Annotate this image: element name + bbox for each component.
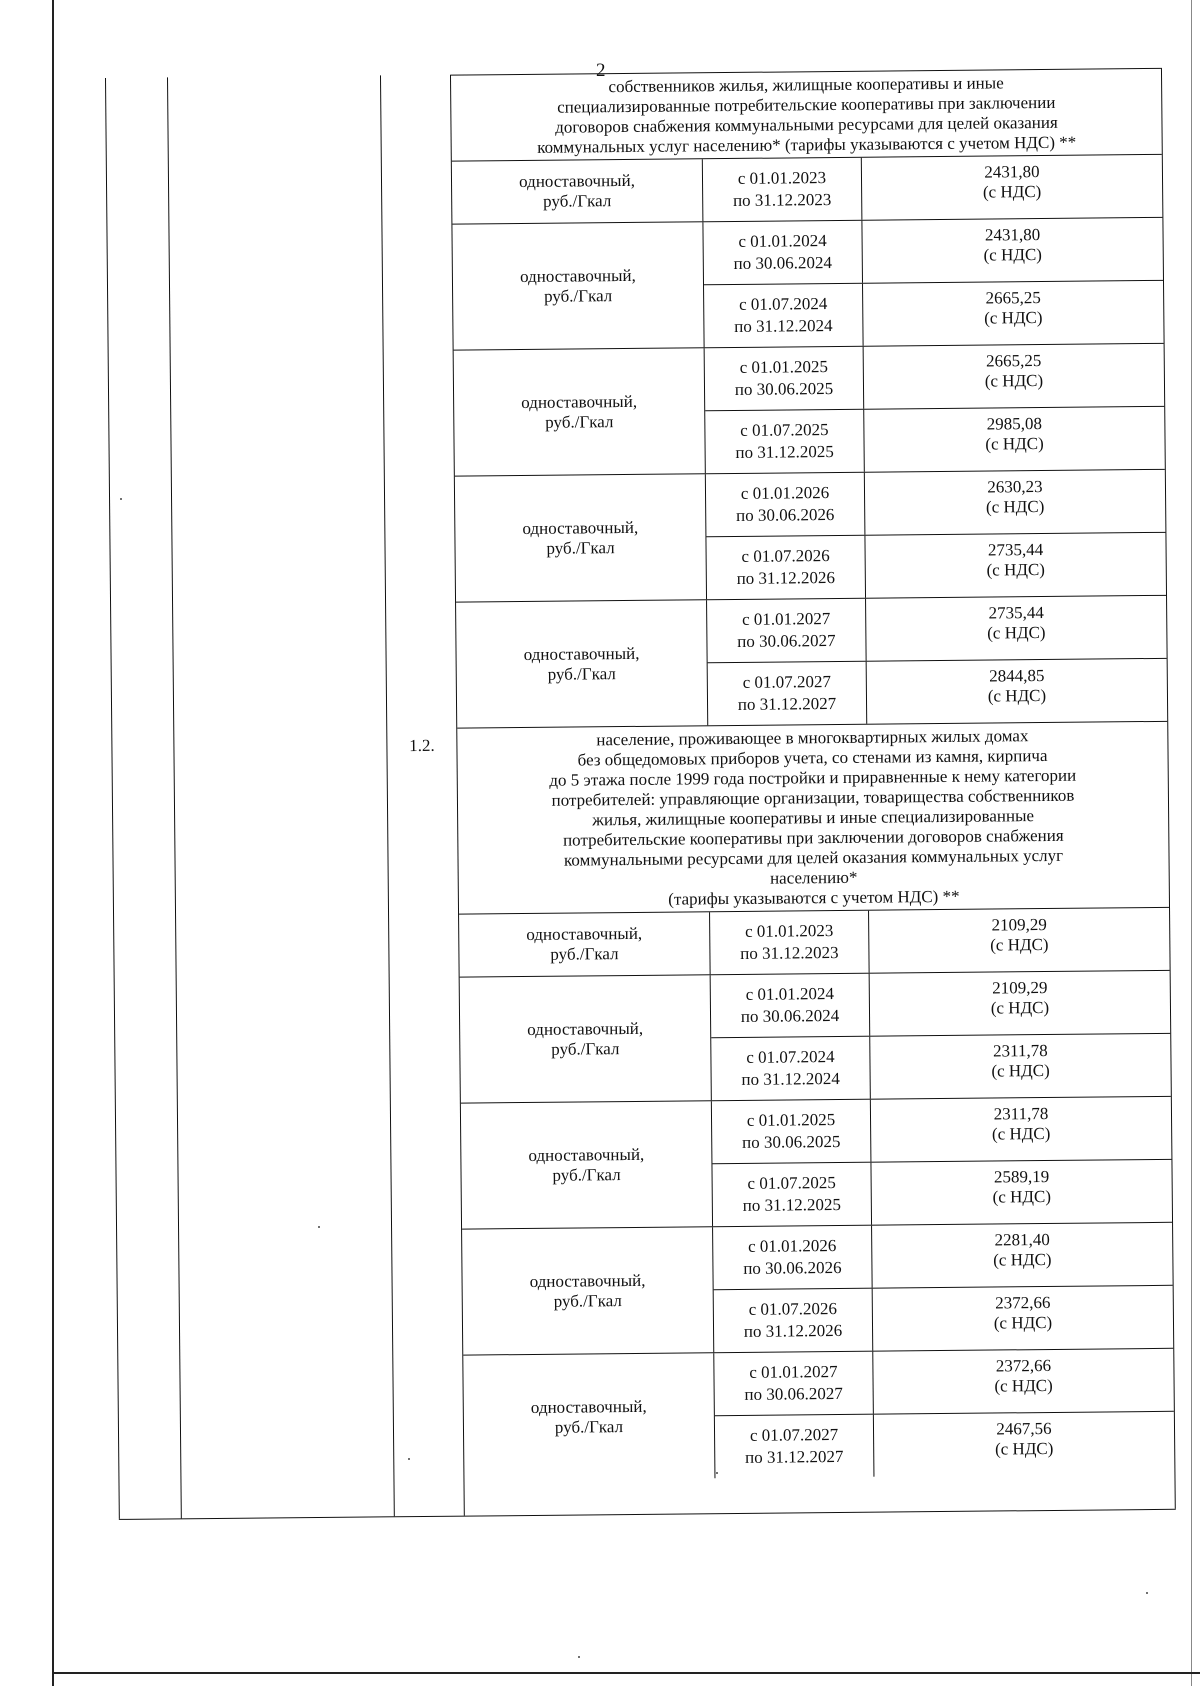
category-header-line: потребителей: управляющие организации, товарищества собственников bbox=[551, 785, 1075, 810]
tariff-value-cell bbox=[865, 470, 1166, 535]
vat-note: (с НДС) bbox=[983, 245, 1043, 265]
period-dates-cell bbox=[703, 158, 863, 222]
vat-note: (с НДС) bbox=[993, 1312, 1053, 1333]
tariff-periods bbox=[712, 1097, 1172, 1226]
page-number: 2 bbox=[596, 60, 606, 81]
period-row bbox=[706, 533, 1166, 599]
period-dates-cell bbox=[710, 911, 870, 975]
period-from: с 01.07.2026 bbox=[741, 546, 830, 566]
category-header-line: коммунальных услуг населению* (тарифы указываются с учетом НДС) ** bbox=[537, 132, 1077, 157]
vat-note: (с НДС) bbox=[982, 182, 1042, 202]
category-header-line: население, проживающее в многоквартирных жилых домах bbox=[596, 726, 1029, 750]
tariff-type-cell bbox=[461, 1101, 713, 1228]
tariff-value: 2985,08 bbox=[986, 414, 1043, 434]
tariff-row bbox=[462, 1223, 1173, 1356]
tariff-unit-line: руб./Гкал bbox=[543, 285, 613, 306]
vat-note: (с НДС) bbox=[990, 997, 1050, 1018]
page-edge-left bbox=[52, 0, 54, 1686]
tariff-row bbox=[452, 155, 1163, 225]
tariff-value-cell bbox=[862, 155, 1163, 220]
tariff-type-cell bbox=[456, 600, 708, 727]
tariff-value: 2311,78 bbox=[993, 1103, 1049, 1124]
tariff-type-cell bbox=[460, 975, 712, 1102]
scan-speck bbox=[318, 1226, 320, 1228]
tariff-type-line: одноставочный, bbox=[527, 1018, 644, 1039]
tariff-value-cell bbox=[865, 533, 1166, 598]
tariff-value-cell bbox=[866, 596, 1167, 661]
period-dates-cell bbox=[704, 284, 864, 348]
period-to: по 30.06.2024 bbox=[740, 1005, 840, 1026]
period-dates-cell bbox=[706, 536, 866, 600]
scan-speck bbox=[408, 1458, 410, 1460]
tariff-periods bbox=[703, 155, 1163, 221]
tariff-value: 2109,29 bbox=[991, 914, 1047, 935]
tariff-section bbox=[451, 68, 1167, 728]
period-dates-cell bbox=[705, 410, 865, 474]
vat-note: (с НДС) bbox=[993, 1249, 1052, 1270]
tariff-section bbox=[457, 721, 1174, 1481]
category-header-line: договоров снабжения коммунальными ресурсами для целей оказания bbox=[555, 112, 1058, 137]
tariff-value: 2109,29 bbox=[992, 977, 1048, 998]
period-row bbox=[703, 155, 1163, 221]
tariff-row bbox=[452, 218, 1163, 351]
period-to: по 31.12.2024 bbox=[741, 1068, 840, 1089]
period-from: с 01.07.2024 bbox=[746, 1047, 835, 1067]
tariff-value: 2372,66 bbox=[995, 1292, 1051, 1313]
tariff-periods bbox=[711, 971, 1171, 1100]
category-header-line: до 5 этажа после 1999 года постройки и приравненные к нему категории bbox=[549, 765, 1077, 790]
tariff-value-cell bbox=[862, 218, 1163, 283]
period-row bbox=[714, 1286, 1174, 1352]
period-to: по 31.12.2026 bbox=[743, 1320, 843, 1341]
period-dates-cell bbox=[707, 599, 867, 663]
tariff-type-line: одноставочный, bbox=[519, 170, 635, 192]
period-dates-cell bbox=[708, 662, 868, 726]
tariff-value: 2372,66 bbox=[995, 1355, 1052, 1376]
period-from: с 01.07.2024 bbox=[738, 294, 828, 314]
vat-note: (с НДС) bbox=[987, 622, 1046, 643]
table-column-empty-b bbox=[167, 75, 394, 1518]
period-row bbox=[708, 659, 1168, 725]
period-row bbox=[713, 1223, 1173, 1290]
tariff-value: 2735,44 bbox=[987, 540, 1044, 560]
period-dates-cell bbox=[711, 974, 871, 1038]
tariff-value: 2735,44 bbox=[988, 603, 1044, 623]
period-from: с 01.01.2027 bbox=[741, 609, 831, 629]
period-from: с 01.01.2026 bbox=[747, 1236, 837, 1256]
tariff-value-cell bbox=[864, 344, 1165, 409]
period-to: по 31.12.2027 bbox=[737, 694, 837, 714]
tariff-value-cell bbox=[870, 1034, 1171, 1099]
period-dates-cell bbox=[713, 1226, 873, 1290]
tariff-type-line: одноставочный, bbox=[529, 1270, 646, 1291]
period-to: по 31.12.2025 bbox=[742, 1194, 842, 1215]
tariff-type-line: одноставочный, bbox=[528, 1144, 645, 1165]
category-header-line: (тарифы указываются с учетом НДС) ** bbox=[668, 886, 960, 909]
tariff-type-cell bbox=[452, 222, 704, 349]
category-header-line: жилья, жилищные кооперативы и иные специализированные bbox=[592, 806, 1035, 830]
period-to: по 30.06.2025 bbox=[734, 379, 834, 399]
tariff-type-line: одноставочный, bbox=[521, 391, 638, 412]
period-row bbox=[711, 971, 1171, 1038]
tariff-type-line: одноставочный, bbox=[523, 643, 640, 664]
tariff-unit-line: руб./Гкал bbox=[552, 1164, 621, 1185]
period-to: по 30.06.2027 bbox=[737, 631, 836, 651]
period-dates-cell bbox=[711, 1037, 871, 1101]
tariff-value: 2630,23 bbox=[987, 477, 1043, 497]
period-dates-cell bbox=[714, 1289, 874, 1353]
category-header bbox=[457, 721, 1169, 915]
vat-note: (с НДС) bbox=[991, 1060, 1050, 1081]
tariff-unit-line: руб./Гкал bbox=[551, 1038, 620, 1059]
period-from: с 01.01.2023 bbox=[737, 168, 827, 188]
vat-note: (с НДС) bbox=[991, 1123, 1051, 1144]
scan-speck bbox=[716, 1472, 718, 1474]
period-from: с 01.01.2024 bbox=[738, 231, 827, 251]
period-row bbox=[705, 344, 1165, 411]
period-row bbox=[711, 1034, 1171, 1100]
tariff-value-cell bbox=[871, 1097, 1172, 1162]
vat-note: (с НДС) bbox=[984, 371, 1044, 391]
category-header-line: населению* bbox=[769, 867, 858, 888]
tariff-unit-line: руб./Гкал bbox=[545, 411, 614, 432]
tariff-value: 2844,85 bbox=[989, 666, 1045, 686]
category-header-line: без общедомовых приборов учета, со стенами из камня, кирпича bbox=[577, 745, 1048, 770]
vat-note: (с НДС) bbox=[986, 560, 1046, 580]
tariff-content-column bbox=[450, 68, 1176, 1516]
period-from: с 01.07.2025 bbox=[747, 1173, 836, 1193]
category-header-line: коммунальными ресурсами для целей оказания коммунальных услуг bbox=[563, 845, 1064, 870]
period-dates-cell bbox=[706, 473, 866, 537]
period-to: по 30.06.2027 bbox=[744, 1383, 843, 1404]
tariff-type-cell bbox=[459, 912, 711, 976]
period-row bbox=[703, 218, 1163, 285]
period-from: с 01.07.2027 bbox=[749, 1425, 839, 1445]
tariff-unit-line: руб./Гкал bbox=[554, 1416, 624, 1437]
tariff-row bbox=[461, 1097, 1172, 1230]
category-header-line: потребительские кооперативы при заключении договоров снабжения bbox=[562, 825, 1064, 850]
tariff-periods bbox=[713, 1223, 1173, 1352]
tariff-type-line: одноставочный, bbox=[519, 265, 636, 286]
tariff-periods bbox=[706, 470, 1166, 599]
period-from: с 01.07.2026 bbox=[748, 1299, 838, 1319]
tariff-type-cell bbox=[455, 474, 707, 601]
scan-speck bbox=[120, 498, 122, 500]
tariff-type-line: одноставочный, bbox=[526, 923, 643, 944]
tariff-type-line: одноставочный, bbox=[522, 517, 639, 538]
period-to: по 31.12.2023 bbox=[740, 942, 839, 963]
period-dates-cell bbox=[712, 1100, 872, 1164]
tariff-value-cell bbox=[873, 1349, 1174, 1414]
tariff-value: 2431,80 bbox=[984, 225, 1041, 245]
period-row bbox=[710, 908, 1170, 974]
period-to: по 30.06.2026 bbox=[735, 505, 835, 525]
tariff-value: 2665,25 bbox=[986, 351, 1042, 371]
period-dates-cell bbox=[714, 1352, 874, 1416]
scan-speck bbox=[1146, 1592, 1148, 1594]
tariff-value-cell bbox=[872, 1223, 1173, 1288]
period-row bbox=[715, 1412, 1175, 1478]
tariff-unit-line: руб./Гкал bbox=[550, 944, 619, 964]
vat-note: (с НДС) bbox=[992, 1186, 1052, 1207]
period-to: по 30.06.2025 bbox=[741, 1131, 841, 1152]
vat-note: (с НДС) bbox=[984, 308, 1043, 328]
period-to: по 31.12.2024 bbox=[734, 316, 833, 336]
period-to: по 31.12.2023 bbox=[732, 190, 832, 210]
period-from: с 01.01.2023 bbox=[744, 921, 834, 941]
tariff-value-cell bbox=[871, 1160, 1172, 1225]
scan-speck bbox=[578, 1656, 580, 1658]
tariff-periods bbox=[705, 344, 1165, 473]
tariff-type-line: одноставочный, bbox=[530, 1396, 647, 1417]
tariff-type-cell bbox=[454, 348, 706, 475]
tariff-periods bbox=[703, 218, 1163, 347]
row-number-spacer bbox=[381, 75, 456, 734]
tariff-type-cell bbox=[462, 1227, 714, 1354]
tariff-value: 2467,56 bbox=[996, 1418, 1052, 1439]
tariff-periods bbox=[710, 908, 1170, 974]
vat-note: (с НДС) bbox=[990, 934, 1049, 955]
period-row bbox=[712, 1160, 1172, 1226]
tariff-value: 2311,78 bbox=[992, 1040, 1048, 1061]
category-header-line: специализированные потребительские кооперативы при заключении bbox=[557, 92, 1056, 117]
period-row bbox=[714, 1349, 1174, 1416]
vat-note: (с НДС) bbox=[994, 1375, 1053, 1396]
period-to: по 31.12.2027 bbox=[744, 1446, 844, 1467]
period-dates-cell bbox=[712, 1163, 872, 1227]
page-edge-right bbox=[1191, 0, 1192, 1686]
period-dates-cell bbox=[715, 1415, 875, 1479]
tariff-value: 2589,19 bbox=[993, 1166, 1050, 1187]
period-from: с 01.01.2025 bbox=[739, 357, 829, 377]
row-number: 1.2. bbox=[409, 735, 435, 756]
tariff-value-cell bbox=[873, 1286, 1174, 1351]
tariff-unit-line: руб./Гкал bbox=[546, 537, 615, 558]
period-to: по 30.06.2026 bbox=[743, 1257, 842, 1278]
tariff-row bbox=[455, 470, 1166, 603]
tariff-type-cell bbox=[452, 159, 704, 223]
category-header-line: собственников жилья, жилищные кооперативы и иные bbox=[608, 73, 1004, 97]
period-to: по 30.06.2024 bbox=[733, 253, 833, 273]
period-to: по 31.12.2025 bbox=[735, 442, 834, 462]
period-row bbox=[712, 1097, 1172, 1164]
vat-note: (с НДС) bbox=[985, 497, 1045, 517]
tariff-value: 2665,25 bbox=[985, 288, 1041, 308]
period-row bbox=[706, 470, 1166, 537]
tariff-unit-line: руб./Гкал bbox=[553, 1290, 622, 1311]
period-dates-cell bbox=[705, 347, 865, 411]
period-row bbox=[705, 407, 1165, 473]
category-header bbox=[451, 68, 1162, 162]
tariff-row bbox=[460, 971, 1171, 1104]
tariff-unit-line: руб./Гкал bbox=[547, 663, 616, 684]
tariff-type-cell bbox=[463, 1353, 715, 1480]
tariff-row bbox=[454, 344, 1165, 477]
tariff-unit-line: руб./Гкал bbox=[543, 191, 612, 211]
vat-note: (с НДС) bbox=[985, 434, 1044, 454]
vat-note: (с НДС) bbox=[994, 1438, 1054, 1459]
tariff-value-cell bbox=[874, 1412, 1175, 1477]
tariff-value-cell bbox=[864, 407, 1165, 472]
tariff-row bbox=[456, 596, 1167, 728]
tariff-value: 2281,40 bbox=[994, 1229, 1050, 1250]
period-dates-cell bbox=[703, 221, 863, 285]
tariff-value-cell bbox=[869, 908, 1170, 973]
vat-note: (с НДС) bbox=[987, 685, 1047, 706]
tariff-row bbox=[463, 1349, 1174, 1481]
tariff-value-cell bbox=[870, 971, 1171, 1036]
tariff-value-cell bbox=[863, 281, 1164, 346]
period-from: с 01.01.2024 bbox=[745, 984, 835, 1004]
period-from: с 01.07.2027 bbox=[742, 672, 832, 692]
page-edge-bottom bbox=[52, 1672, 1200, 1674]
period-row bbox=[704, 281, 1164, 347]
tariff-table bbox=[105, 68, 1176, 1520]
period-to: по 31.12.2026 bbox=[736, 568, 836, 588]
tariff-periods bbox=[714, 1349, 1174, 1478]
tariff-row bbox=[459, 908, 1170, 978]
tariff-periods bbox=[707, 596, 1167, 725]
tariff-value: 2431,80 bbox=[984, 162, 1040, 182]
period-from: с 01.01.2027 bbox=[749, 1362, 838, 1382]
tariff-value-cell bbox=[867, 659, 1168, 724]
period-from: с 01.01.2026 bbox=[740, 483, 830, 503]
period-row bbox=[707, 596, 1167, 663]
period-from: с 01.01.2025 bbox=[746, 1110, 836, 1130]
period-from: с 01.07.2025 bbox=[740, 420, 829, 440]
